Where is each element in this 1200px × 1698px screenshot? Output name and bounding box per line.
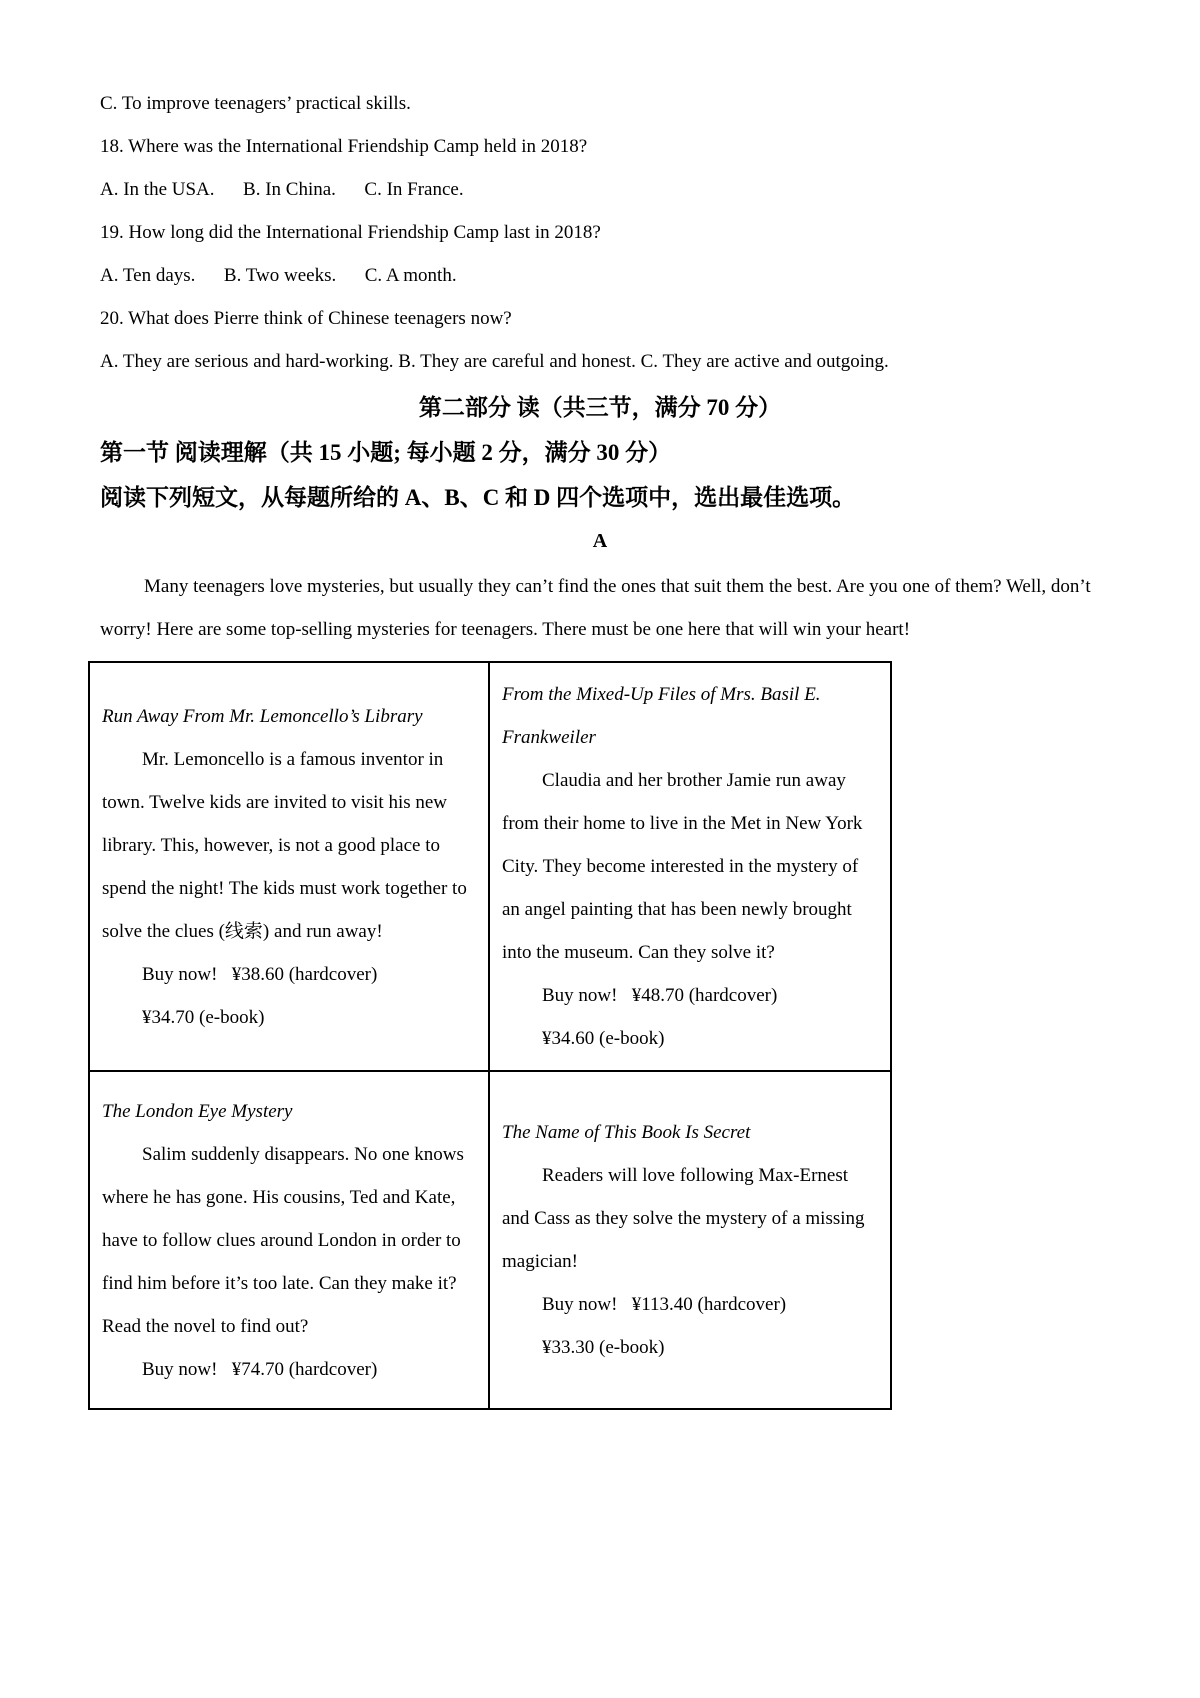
book-cell-lemoncello [89,662,489,1071]
book-description: Salim suddenly disappears. No one knows where he has gone. His cousins, Ted and Kate, have to follow clues around London in order to find him before it’s too late. Can they make it? Read the novel to find out? [102,1143,464,1337]
question-20: 20. What does Pierre think of Chinese teenagers now? [100,308,512,329]
table-row-bottom [89,1071,891,1409]
option-line-17c: C. To improve teenagers’ practical skills. [100,93,411,114]
book-description: Mr. Lemoncello is a famous inventor in town. Twelve kids are invited to visit his new library. This, however, is not a good place to spend the night! The kids must work together to solve the clues (线索) and run away! [102,748,467,942]
book-cell-london-eye [89,1071,489,1409]
options-19: A. Ten days. B. Two weeks. C. A month. [100,265,457,286]
book-description: Claudia and her brother Jamie run away from their home to live in the Met in New York City. They become interested in the mystery of an angel painting that has been newly brought into the museum. Can they solve it? [502,770,863,963]
buy-now-line: Buy now! ¥113.40 (hardcover) [542,1294,787,1315]
ebook-price-line: ¥34.70 (e-book) [142,1006,265,1028]
book-title: The Name of This Book Is Secret [502,1122,751,1143]
options-20: A. They are serious and hard-working. B. They are careful and honest. C. They are active and outgoing. [100,351,889,372]
book-title: Run Away From Mr. Lemoncello’s Library [102,705,423,727]
book-cell-name-of-this-book [489,1071,891,1409]
buy-now-line: Buy now! ¥48.70 (hardcover) [542,985,778,1006]
book-title: The London Eye Mystery [102,1100,293,1122]
ebook-price-line: ¥34.60 (e-book) [542,1028,665,1049]
question-18: 18. Where was the International Friendship Camp held in 2018? [100,136,588,157]
passage-intro: Many teenagers love mysteries, but usually they can’t find the ones that suit them the best. Are you one of them? Well, don’t worry! Here are some top-selling mysteries for teenagers. There must be one here that will win your heart! [100,576,1091,640]
table-row-top [89,662,891,1071]
book-title: From the Mixed-Up Files of Mrs. Basil E. Frankweiler [502,684,821,748]
book-description: Readers will love following Max-Ernest and Cass as they solve the mystery of a missing magician! [502,1165,865,1272]
buy-now-line: Buy now! ¥74.70 (hardcover) [142,1358,378,1380]
section-one-heading: 第一节 阅读理解（共 15 小题; 每小题 2 分，满分 30 分） [100,440,672,465]
book-cell-mixed-up-files [489,662,891,1071]
question-19: 19. How long did the International Friendship Camp last in 2018? [100,222,601,243]
options-18: A. In the USA. B. In China. C. In France. [100,179,464,200]
listening-questions-section [100,82,1100,383]
reading-instructions: 阅读下列短文，从每题所给的 A、B、C 和 D 四个选项中，选出最佳选项。 [100,485,856,510]
buy-now-line: Buy now! ¥38.60 (hardcover) [142,963,378,985]
books-table [88,661,892,1410]
part-two-heading: 第二部分 读（共三节，满分 70 分） [418,395,782,420]
ebook-price-line: ¥33.30 (e-book) [542,1337,665,1358]
passage-label-a: A [592,530,608,552]
